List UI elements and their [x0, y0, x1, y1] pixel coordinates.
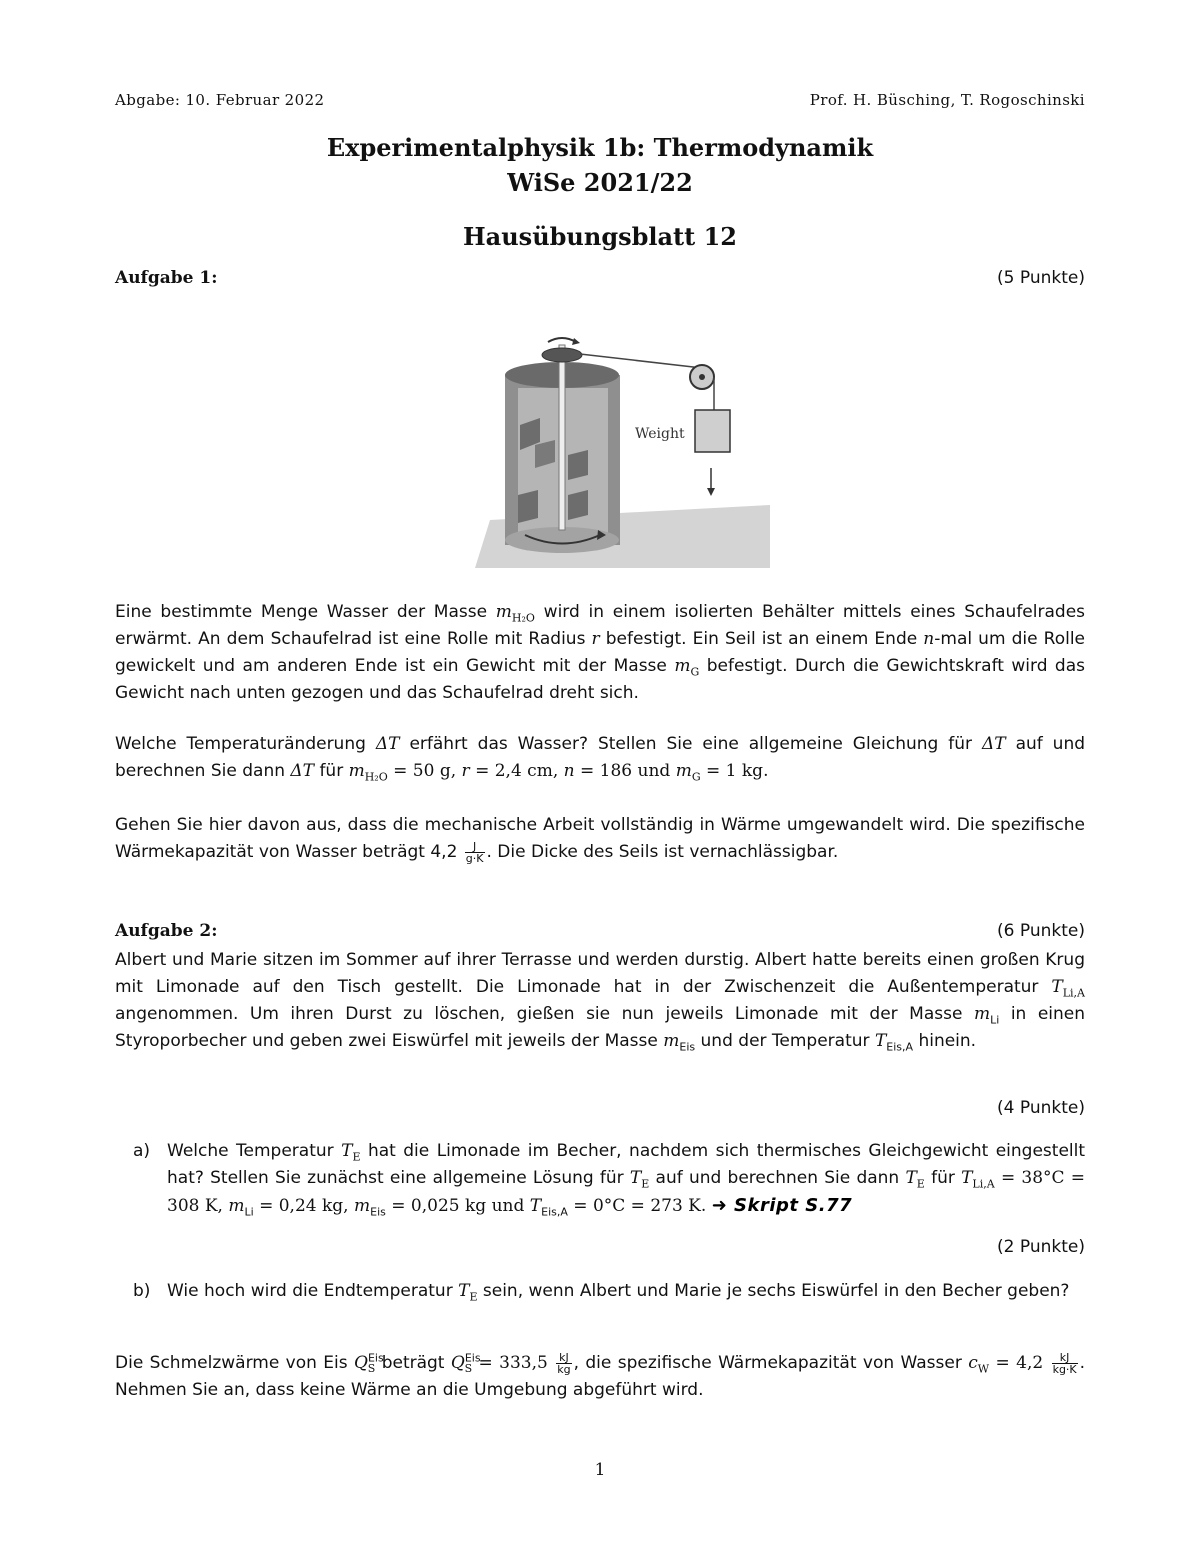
handwritten-note: ➜ Skript S.77: [711, 1195, 853, 1216]
task2b-points: (2 Punkte): [997, 1237, 1085, 1257]
task2-heading: Aufgabe 2:: [115, 921, 218, 941]
task2a-item: a) Welche Temperatur $T_E$ hat die Limonade im Becher, nachdem sich thermisches Gleichgewicht eingestellt hat? Stellen Sie zunächst eine allgemeine Lösung für $T_E$ auf und berechnen Sie dann $T_E$ für $T_{Li,A} = 38^\circ C = 308$ K, $m_{Li} = 0,24$ kg, $m_{Eis} = 0,025$ kg und $T_{Eis,A} = 0^\circ C = 273$ K. ➜ Skript S.77: [133, 1138, 1085, 1220]
paddle-wheel-figure: [470, 330, 775, 580]
page-number: 1: [594, 1460, 606, 1480]
task2b-item: b) Wie hoch wird die Endtemperatur $T_E$ sein, wenn Albert und Marie je sechs Eiswürfel in den Becher geben?: [133, 1278, 1085, 1305]
task2-intro: Albert und Marie sitzen im Sommer auf ihrer Terrasse und werden durstig. Albert hatte bereits einen großen Krug mit Limonade auf den Tisch gestellt. Die Limonade hat in der Zwischenzeit die Außentemperatur $T_{Li,A}$ angenommen. Um ihren Durst zu löschen, gießen sie nun jeweils Limonade mit der Masse $m_{Li}$ in einen Styroporbecher und geben zwei Eiswürfel mit jeweils der Masse $m_{Eis}$ und der Temperatur $T_{Eis,A}$ hinein.: [115, 950, 1086, 1054]
sheet-title: Hausübungsblatt 12: [463, 222, 737, 251]
task2b-label: b): [133, 1281, 151, 1301]
task2a-label: a): [133, 1141, 151, 1161]
top-pulley: [542, 348, 582, 362]
paddle: [518, 490, 538, 523]
task1-paragraph-2: Welche Temperaturänderung ΔT erfährt das Wasser? Stellen Sie eine allgemeine Gleichung für ΔT auf und berechnen Sie dann ΔT für $m_{H_2O} = 50$ g, r = 2,4 cm, n = 186 und $m_G = 1$ kg.: [115, 734, 1086, 784]
course-title: Experimentalphysik 1b: Thermodynamik: [326, 133, 874, 162]
paddle: [568, 490, 588, 520]
weight-block: [695, 410, 730, 452]
task1-paragraph-1: Eine bestimmte Menge Wasser der Masse $m_{H_2O}$ wird in einem isolierten Behälter mittels eines Schaufelrades erwärmt. An dem Schaufelrad ist eine Rolle mit Radius r befestigt. Ein Seil ist an einem Ende n-mal um die Rolle gewickelt und am anderen Ende ist ein Gewicht mit der Masse $m_G$ befestigt. Durch die Gewichtskraft wird das Gewicht nach unten gezogen und das Schaufelrad dreht sich.: [115, 602, 1086, 703]
task1-points: (5 Punkte): [997, 268, 1085, 288]
weight-label: Weight: [635, 426, 685, 442]
semester: WiSe 2021/22: [507, 168, 693, 197]
header-left: Abgabe: 10. Februar 2022: [115, 91, 325, 109]
task1-heading: Aufgabe 1:: [115, 268, 218, 288]
header-right: Prof. H. Büsching, T. Rogoschinski: [809, 91, 1085, 109]
task2a-points: (4 Punkte): [997, 1098, 1085, 1118]
task2-final-paragraph: Die Schmelzwärme von Eis $Q^{Eis}_S$ beträgt $Q^{Eis}_S = 333,5$ $\frac{kJ}{kg}$ , die spezifische Wärmekapazität von Wasser $c_W = 4,2$ $\frac{kJ}{kg\cdot K}$ . Nehmen Sie an, dass keine Wärme an die Umgebung abgeführt wird.: [115, 1350, 1086, 1400]
task1-paragraph-3: Gehen Sie hier davon aus, dass die mechanische Arbeit vollständig in Wärme umgewandelt wird. Die spezifische Wärmekapazität von Wasser beträgt 4,2 $\frac{J}{g\cdot K}$ . Die Dicke des Seils ist vernachlässigbar.: [115, 815, 1085, 865]
shaft: [559, 345, 565, 530]
paddle: [568, 450, 588, 480]
task2-points: (6 Punkte): [997, 921, 1085, 941]
container-bottom: [505, 527, 619, 553]
